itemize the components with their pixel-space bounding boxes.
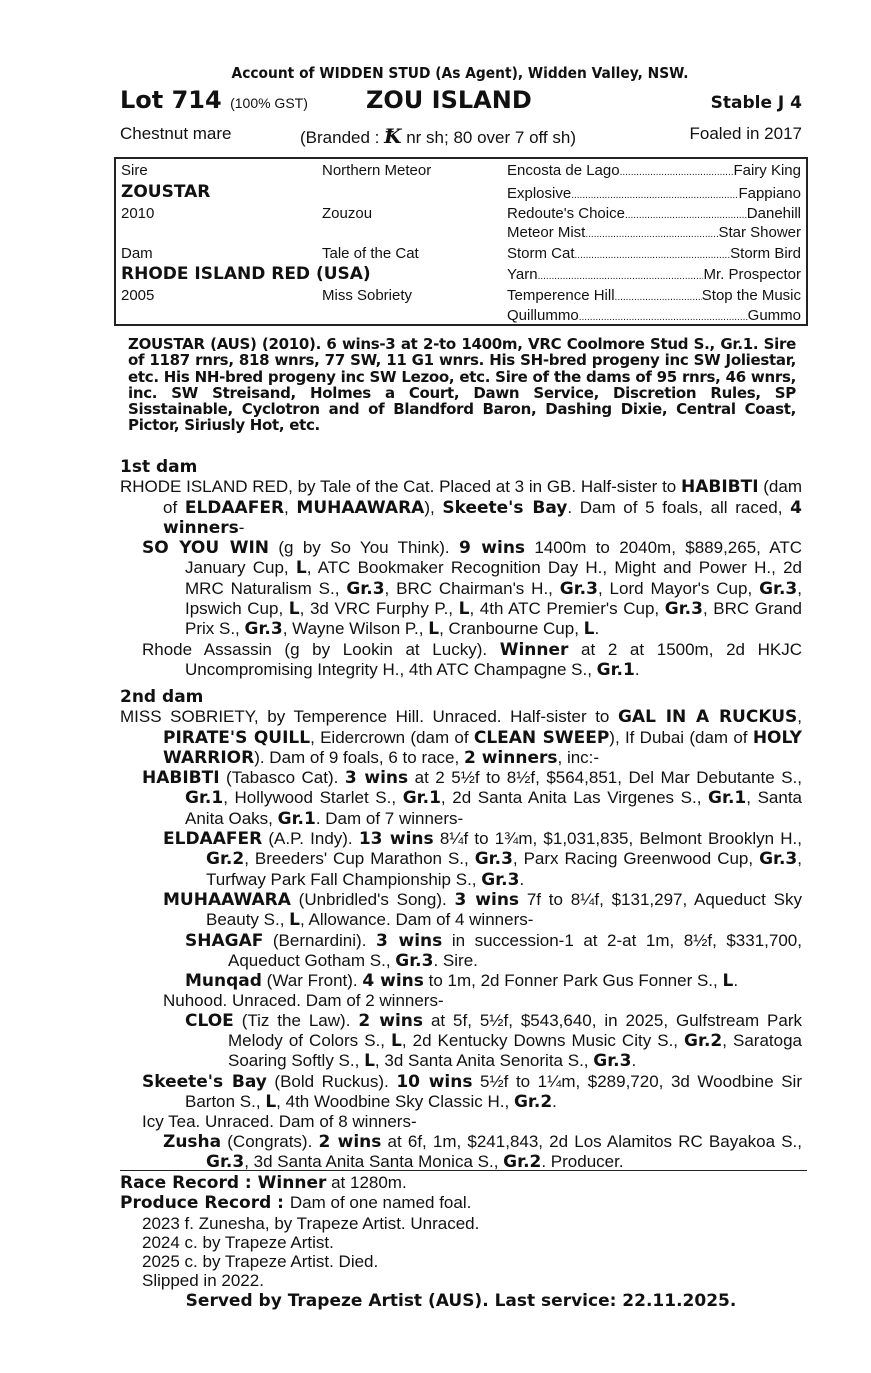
great-grandparent: Quillummo ..... Gummo [507,307,801,324]
progeny-entry: MUHAAWARA (Unbridled's Song). 3 wins 7f to 8¼f, $131,297, Aqueduct Sky Beauty S., L, Allowance. Dam of 4 winners- [163,889,802,931]
second-dam-heading: 2nd dam [120,687,204,707]
produce-item: Slipped in 2022. [142,1271,264,1291]
progeny-entry: SO YOU WIN (g by So You Think). 9 wins 1400m to 2040m, $889,265, ATC January Cup, L, ATC Bookmaker Recognition Day H., Might and Power H., 2d MRC Naturalism S., Gr.3, BRC Chairman's H., Gr.3, Lord Mayor's Cup, Gr.3, Ipswich Cup, L, 3d VRC Furphy P., L, 4th ATC Premier's Cup, Gr.3, BRC Grand Prix S., Gr.3, Wayne Wilson P., L, Cranbourne Cup, L. [142,538,803,640]
brand-mark-icon: Ꝁ [384,124,402,148]
sire-name: ZOUSTAR [121,182,211,202]
foaled-year: Foaled in 2017 [689,124,802,143]
horse-description [120,124,802,148]
progeny-entry: ELDAAFER (A.P. Indy). 13 wins 8¼f to 1¾m, $1,031,835, Belmont Brooklyn H., Gr.2, Breeders' Cup Marathon S., Gr.3, Parx Racing Greenwood Cup, Gr.3, Turfway Park Fall Championship S., Gr.3. [163,829,802,890]
produce-record: Produce Record : Dam of one named foal. [120,1193,472,1214]
second-dam-text: MISS SOBRIETY, by Temperence Hill. Unraced. Half-sister to GAL IN A RUCKUS, PIRATE'S QUILL, Eidercrown (dam of CLEAN SWEEP), If Dubai (dam of HOLY WARRIOR). Dam of 9 foals, 6 to race, 2 winners, inc:- [120,707,802,768]
paternal-grandsire: Northern Meteor [322,162,432,179]
second-dam-section [120,688,802,1172]
sire-summary: ZOUSTAR (AUS) (2010). 6 wins-3 at 2-to 1400m, VRC Coolmore Stud S., Gr.1. Sire of 1187 rnrs, 818 wnrs, 77 SW, 11 G1 wnrs. His SH-bred progeny inc SW Joliestar, etc. His NH-bred progeny inc SW Lezoo, etc. Sire of the dams of 95 rnrs, 46 wnrs, inc. SW Streisand, Holmes a Court, Dawn Service, Discretion Rules, SP Sisstainable, Cyclotron and of Blandford Baron, Dashing Dixie, Central Coast, Pictor, Siriusly Hot, etc. [128,335,796,435]
great-grandparent: Meteor Mist ..... Star Shower [507,224,801,241]
horse-name: ZOU ISLAND [366,86,532,114]
produce-item: 2024 c. by Trapeze Artist. [142,1232,334,1252]
lot-header [120,86,802,118]
maternal-granddam: Miss Sobriety [322,287,413,304]
gst-note: (100% GST) [230,95,308,111]
first-dam-section [120,458,802,680]
race-record: Race Record : Winner at 1280m. [120,1173,407,1193]
vendor-account: Account of WIDDEN STUD (As Agent), Widden Valley, NSW. [231,64,689,82]
dam-label: Dam [121,245,153,262]
progeny-entry: Skeete's Bay (Bold Ruckus). 10 wins 5½f to 1¼m, $289,720, 3d Woodbine Sir Barton S., L, 4th Woodbine Sky Classic H., Gr.2. [142,1071,802,1112]
pedigree-table [114,157,808,326]
sex-colour: Chestnut mare [120,124,232,143]
progeny-entry: Icy Tea. Unraced. Dam of 8 winners- [142,1112,417,1132]
produce-item: 2023 f. Zunesha, by Trapeze Artist. Unraced. [142,1213,480,1233]
stable-number: Stable J 4 [710,93,802,113]
progeny-entry: HABIBTI (Tabasco Cat). 3 wins at 2 5½f to 8½f, $564,851, Del Mar Debutante S., Gr.1, Hollywood Starlet S., Gr.1, 2d Santa Anita Las Virgenes S., Gr.1, Santa Anita Oaks, Gr.1. Dam of 7 winners- [142,768,803,829]
first-dam-text: RHODE ISLAND RED, by Tale of the Cat. Placed at 3 in GB. Half-sister to HABIBTI (dam of ELDAAFER, MUHAAWARA), Skeete's Bay. Dam of 5 foals, all raced, 4 winners- [120,477,802,538]
progeny-entry: CLOE (Tiz the Law). 2 wins at 5f, 5½f, $543,640, in 2025, Gulfstream Park Melody of Colors S., L, 2d Kentucky Downs Music City S., Gr.2, Saratoga Soaring Softly S., L, 3d Santa Anita Senorita S., Gr.3. [185,1010,802,1072]
maternal-grandsire: Tale of the Cat [322,245,419,262]
progeny-entry: SHAGAF (Bernardini). 3 wins in succession-1 at 2-at 1m, 8½f, $331,700, Aqueduct Gotham S., Gr.3. Sire. [185,930,802,971]
paternal-granddam: Zouzou [322,205,373,222]
great-grandparent: Redoute's Choice ..... Danehill [507,205,801,222]
produce-item: 2025 c. by Trapeze Artist. Died. [142,1252,379,1272]
served-note: Served by Trapeze Artist (AUS). Last service: 22.11.2025. [185,1290,737,1311]
great-grandparent: Storm Cat ..... Storm Bird [507,245,801,262]
sire-year: 2010 [121,205,155,222]
great-grandparent: Yarn ..... Mr. Prospector [507,266,801,283]
great-grandparent: Temperence Hill ..... Stop the Music [507,287,801,304]
progeny-entry: Zusha (Congrats). 2 wins at 6f, 1m, $241,843, 2d Los Alamitos RC Bayakoa S., Gr.3, 3d Santa Anita Santa Monica S., Gr.2. Producer. [163,1131,802,1172]
great-grandparent: Explosive ..... Fappiano [507,185,801,202]
dam-year: 2005 [121,287,155,304]
dam-name: RHODE ISLAND RED (USA) [121,264,371,284]
great-grandparent: Encosta de Lago ..... Fairy King [507,162,801,179]
records-section [120,1173,802,1311]
brand-description: (Branded : Ꝁ nr sh; 80 over 7 off sh) [300,124,576,148]
lot-number: Lot 714 (100% GST) [120,86,308,114]
progeny-entry: Rhode Assassin (g by Lookin at Lucky). Winner at 2 at 1500m, 2d HKJC Uncompromising Integrity H., 4th ATC Champagne S., Gr.1. [142,639,802,680]
progeny-entry: Munqad (War Front). 4 wins to 1m, 2d Fonner Park Gus Fonner S., L. [185,971,739,992]
divider [120,1170,807,1171]
first-dam-heading: 1st dam [120,457,198,477]
progeny-entry: Nuhood. Unraced. Dam of 2 winners- [163,991,444,1011]
sire-label: Sire [121,162,148,179]
